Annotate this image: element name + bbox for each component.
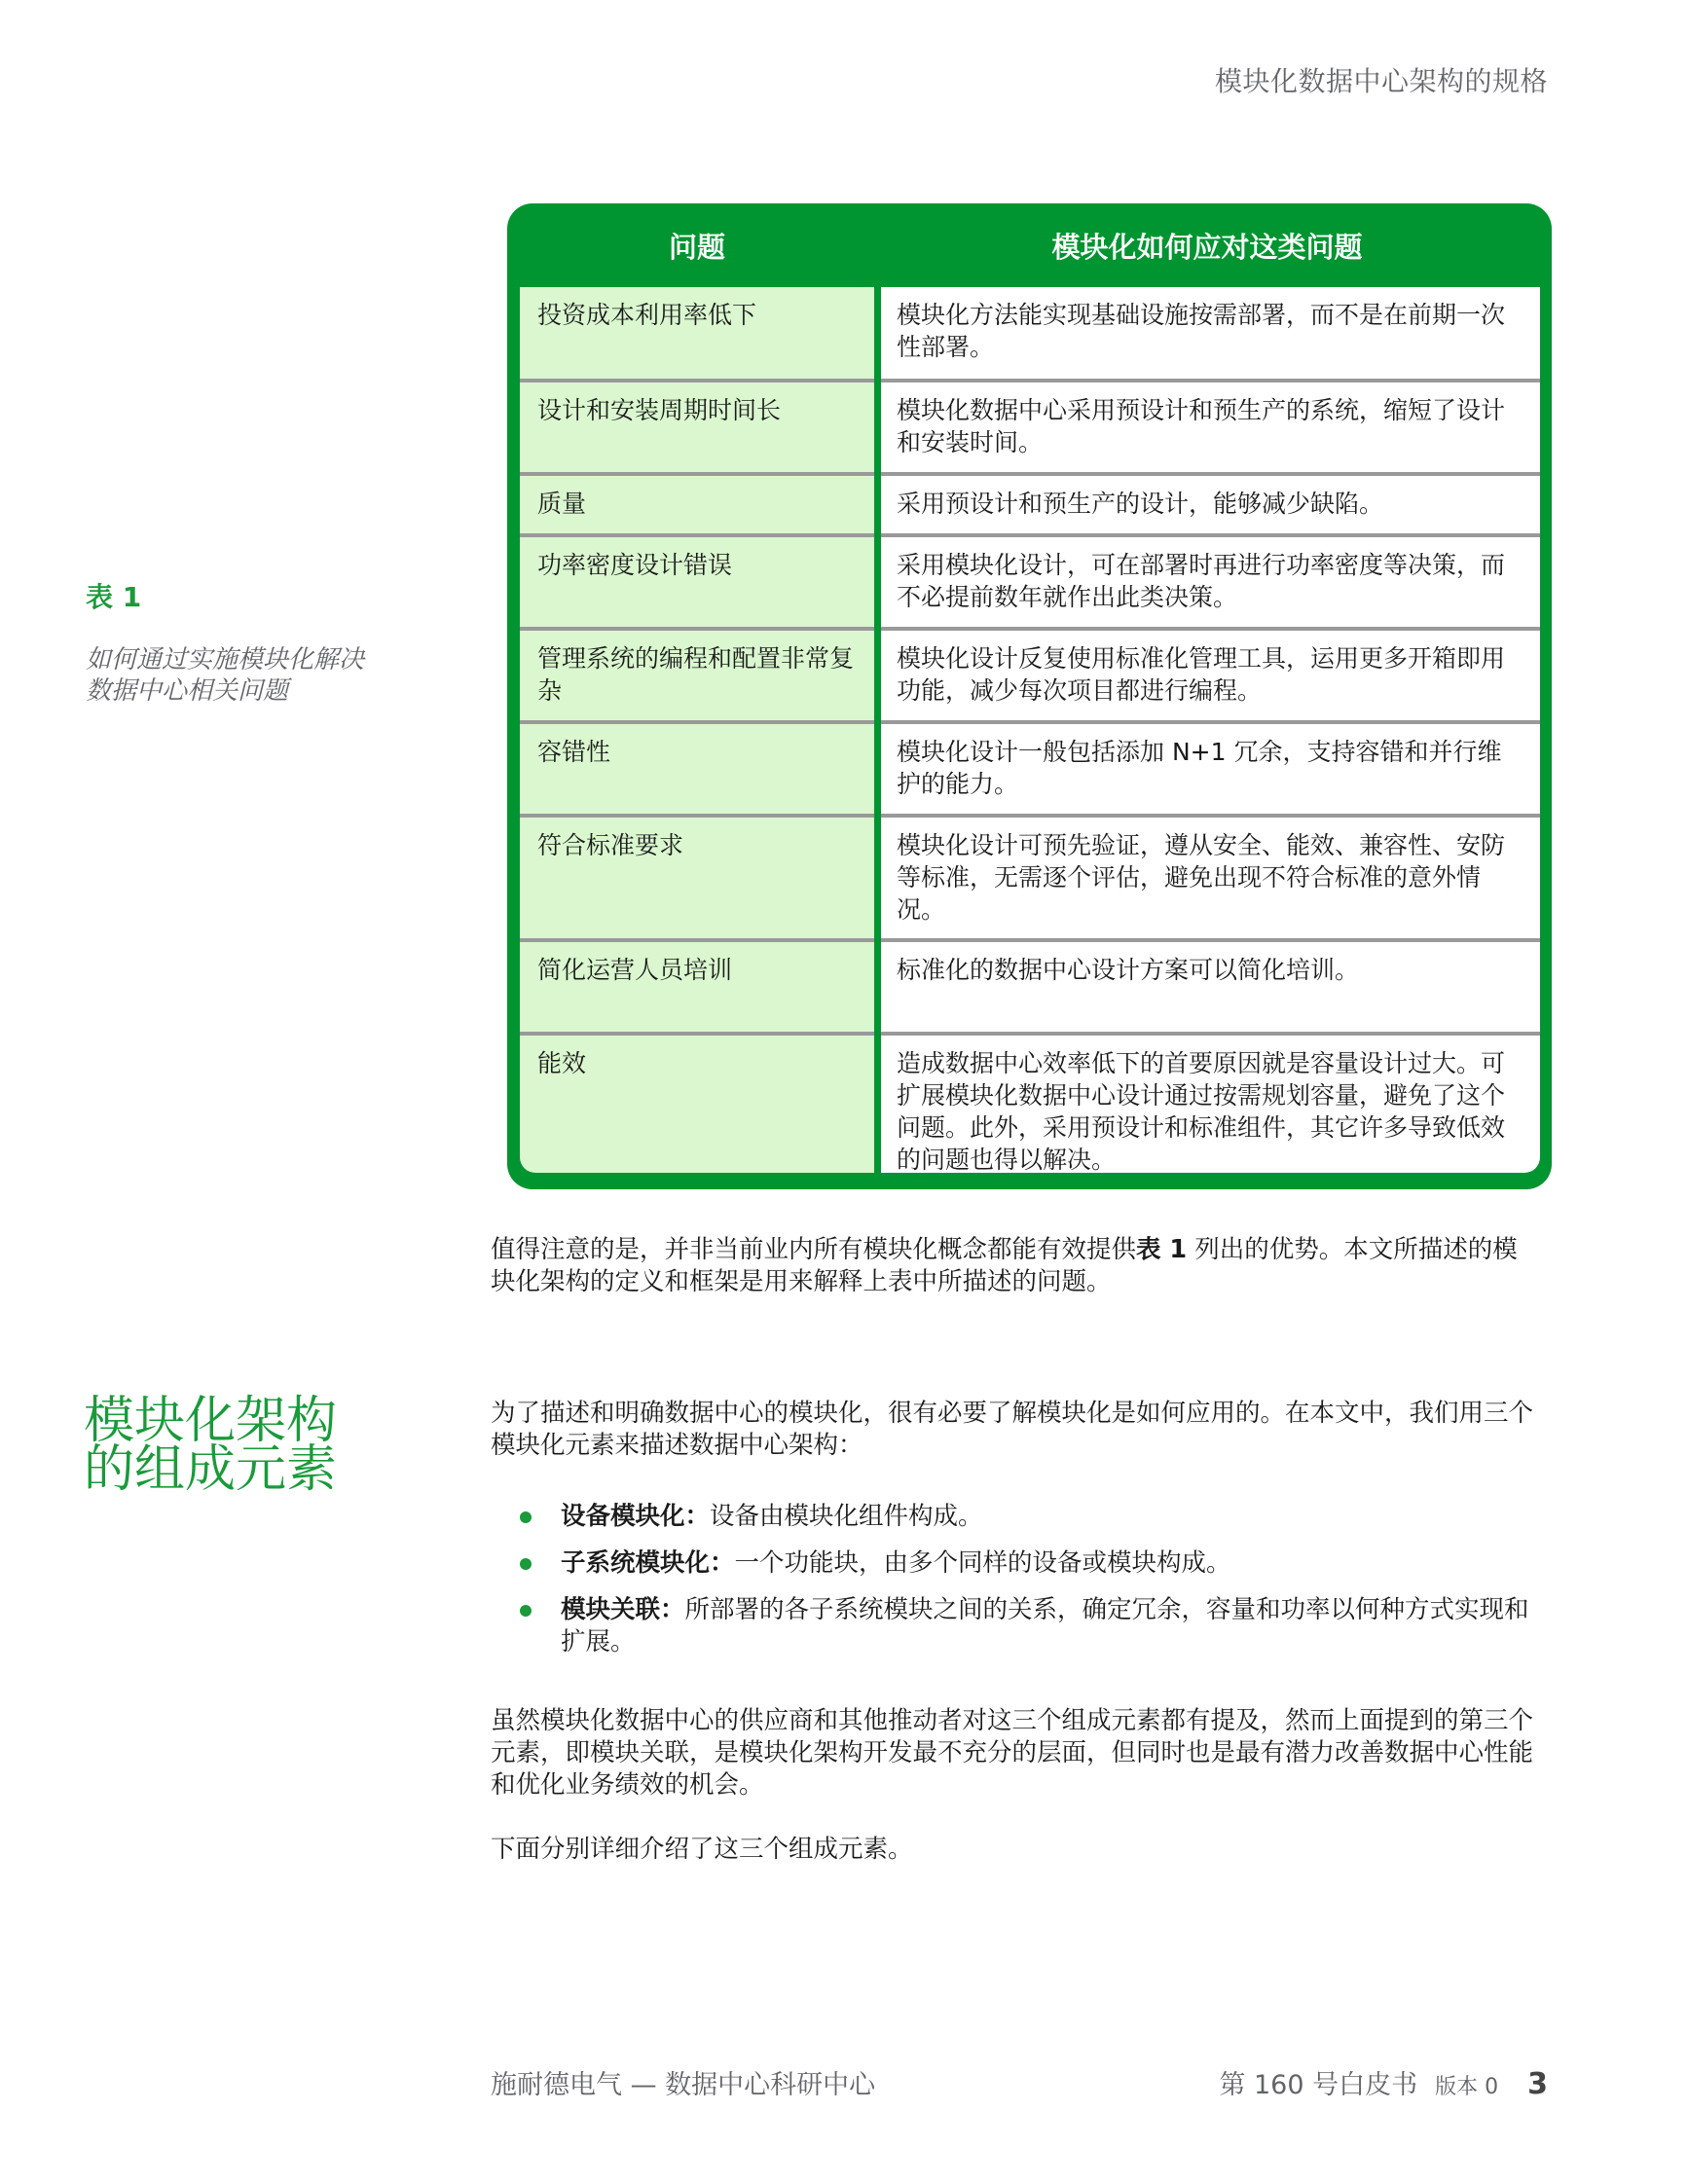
element-list [520, 1501, 1542, 1673]
table-header [520, 203, 1540, 287]
solution-cell: 模块化设计可预先验证，遵从安全、能效、兼容性、安防等标准，无需逐个评估，避免出现不符合标准的意外情况。 [881, 818, 1540, 938]
column-divider [874, 476, 881, 533]
table-row [520, 537, 1540, 627]
column-divider [874, 537, 881, 627]
table-row [520, 942, 1540, 1032]
bullet-icon [520, 1558, 532, 1570]
table-description: 如何通过实施模块化解决 数据中心相关问题 [86, 645, 365, 706]
issue-cell: 简化运营人员培训 [520, 942, 874, 1032]
column-divider [874, 724, 881, 814]
table-row [520, 382, 1540, 472]
solution-cell: 模块化设计反复使用标准化管理工具，运用更多开箱即用功能，减少每次项目都进行编程。 [881, 631, 1540, 720]
table-row [520, 724, 1540, 814]
table-row [520, 1036, 1540, 1173]
issue-cell: 容错性 [520, 724, 874, 814]
issue-cell: 符合标准要求 [520, 818, 874, 938]
table-body [520, 287, 1540, 1173]
column-divider [874, 1036, 881, 1173]
table-row [520, 287, 1540, 379]
issue-cell: 能效 [520, 1036, 874, 1173]
solution-cell: 模块化方法能实现基础设施按需部署，而不是在前期一次性部署。 [881, 287, 1540, 379]
issue-cell: 功率密度设计错误 [520, 537, 874, 627]
list-item: 子系统模块化：一个功能块，由多个同样的设备或模块构成。 [520, 1547, 1542, 1580]
issues-table [507, 203, 1552, 1189]
issue-cell: 投资成本利用率低下 [520, 287, 874, 379]
body-paragraph: 下面分别详细介绍了这三个组成元素。 [491, 1835, 913, 1864]
bullet-icon [520, 1511, 532, 1523]
section-title: 模块化架构 的组成元素 [84, 1392, 338, 1499]
column-divider [874, 631, 881, 720]
column-header-issue: 问题 [668, 230, 725, 264]
table-row [520, 476, 1540, 533]
list-item: 设备模块化：设备由模块化组件构成。 [520, 1501, 1542, 1533]
table-row [520, 818, 1540, 938]
footer-paper-number: 第 160 号白皮书 [1219, 2070, 1418, 2100]
column-header-solution: 模块化如何应对这类问题 [1051, 230, 1363, 264]
column-divider [874, 382, 881, 472]
running-header-title: 模块化数据中心架构的规格 [1214, 65, 1548, 97]
list-item: 模块关联：所部署的各子系统模块之间的关系，确定冗余，容量和功率以何种方式实现和扩展。 [520, 1594, 1542, 1658]
solution-cell: 采用预设计和预生产的设计，能够减少缺陷。 [881, 476, 1540, 533]
footer-version: 版本 0 [1435, 2075, 1499, 2099]
solution-cell: 标准化的数据中心设计方案可以简化培训。 [881, 942, 1540, 1032]
bullet-icon [520, 1605, 532, 1617]
issue-cell: 管理系统的编程和配置非常复杂 [520, 631, 874, 720]
footer-organization: 施耐德电气 — 数据中心科研中心 [491, 2070, 876, 2100]
solution-cell: 模块化数据中心采用预设计和预生产的系统，缩短了设计和安装时间。 [881, 382, 1540, 472]
table-caption [86, 576, 436, 707]
column-divider [874, 287, 881, 379]
solution-cell: 采用模块化设计，可在部署时再进行功率密度等决策，而不必提前数年就作出此类决策。 [881, 537, 1540, 627]
table-label: 表 1 [86, 581, 142, 613]
page-number: 3 [1527, 2067, 1548, 2101]
issue-cell: 设计和安装周期时间长 [520, 382, 874, 472]
intro-paragraph: 为了描述和明确数据中心的模块化，很有必要了解模块化是如何应用的。在本文中，我们用三个模块化元素来描述数据中心架构： [491, 1399, 1534, 1460]
column-divider [874, 942, 881, 1032]
footer-meta [1219, 2063, 1548, 2101]
table-row [520, 631, 1540, 720]
solution-cell: 模块化设计一般包括添加 N+1 冗余，支持容错和并行维护的能力。 [881, 724, 1540, 814]
issue-cell: 质量 [520, 476, 874, 533]
body-paragraph: 虽然模块化数据中心的供应商和其他推动者对这三个组成元素都有提及，然而上面提到的第三个元素，即模块关联，是模块化架构开发最不充分的层面，但同时也是最有潜力改善数据中心性能和优化业务绩效的机会。 [491, 1706, 1534, 1800]
note-paragraph: 值得注意的是，并非当前业内所有模块化概念都能有效提供表 1 列出的优势。本文所描述的模块化架构的定义和框架是用来解释上表中所描述的问题。 [491, 1235, 1518, 1296]
column-divider [874, 818, 881, 938]
solution-cell: 造成数据中心效率低下的首要原因就是容量设计过大。可扩展模块化数据中心设计通过按需规划容量，避免了这个问题。此外，采用预设计和标准组件，其它许多导致低效的问题也得以解决。 [881, 1036, 1540, 1173]
